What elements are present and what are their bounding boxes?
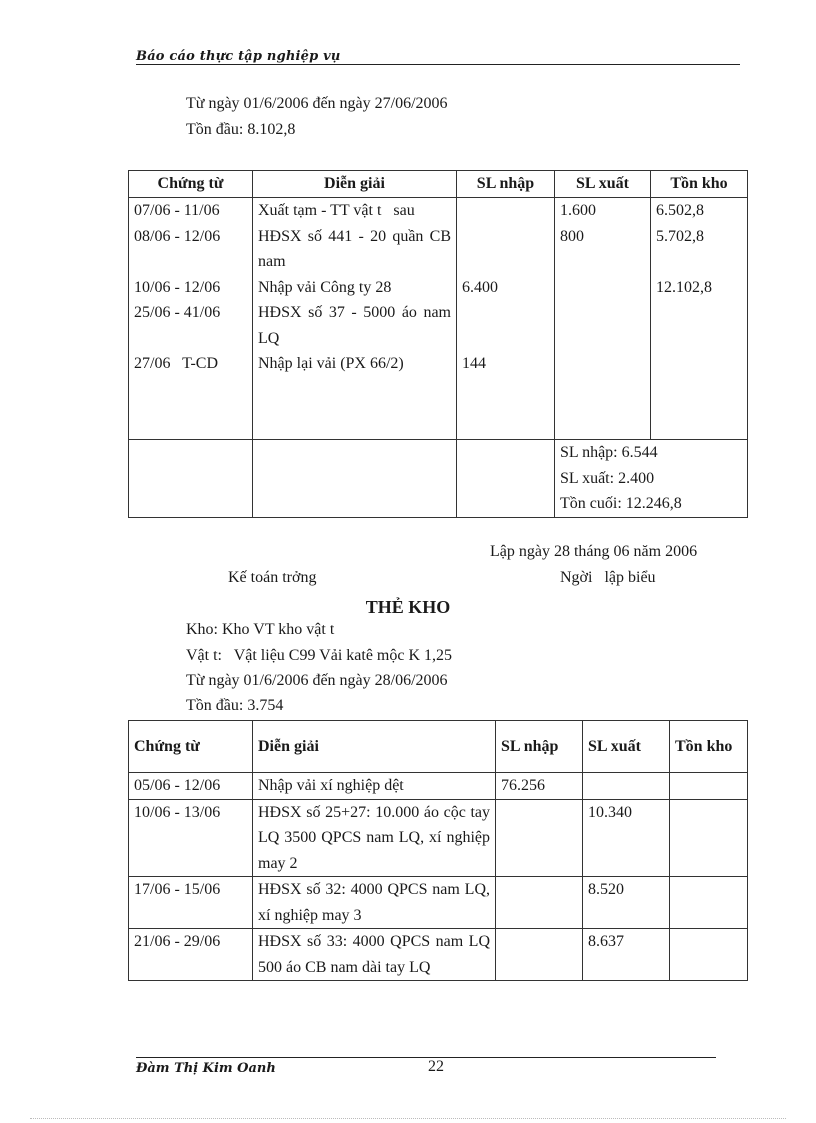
qty-in-cell — [496, 877, 583, 929]
voucher-cell: 07/06 - 11/06 — [134, 202, 220, 219]
qty-in-cell — [462, 198, 549, 224]
section2-material: Vật t: Vật liệu C99 Vải katê mộc K 1,25 — [186, 647, 453, 664]
qty-in-cell: 6.400 — [462, 278, 498, 296]
qty-in-cell — [496, 799, 583, 877]
section1-period: Từ ngày 01/6/2006 đến ngày 27/06/2006 — [186, 95, 448, 112]
stock-cell: 5.702,8 — [656, 227, 704, 245]
stock-card-table-2 — [128, 720, 748, 981]
voucher-cell: 08/06 - 12/06 — [134, 227, 221, 245]
summary-cell — [555, 440, 748, 518]
voucher-cell: 10/06 - 12/06 — [134, 278, 221, 296]
qty-in-column — [457, 198, 555, 440]
table-header-row — [129, 171, 748, 198]
description-cell: HĐSX số 33: 4000 QPCS nam LQ 500 áo CB nam dài tay LQ — [253, 929, 496, 981]
signoff-preparer: Ngời lập biểu — [560, 569, 656, 586]
table-row — [129, 773, 748, 800]
description-cell: Nhập vải Công ty 28 — [258, 278, 392, 296]
table-summary-row — [129, 440, 748, 518]
description-cell: Nhập vải xí nghiệp dệt — [253, 773, 496, 800]
voucher-cell: 10/06 - 13/06 — [129, 799, 253, 877]
description-cell: HĐSX số 441 - 20 quần CB nam — [258, 227, 451, 270]
table-row — [129, 929, 748, 981]
stock-cell — [670, 773, 748, 800]
page-bottom-edge — [30, 1118, 786, 1119]
col-header-qty-out: SL xuất — [555, 171, 651, 198]
description-cell: Nhập lại vải (PX 66/2) — [258, 355, 404, 372]
qty-out-column — [555, 198, 651, 440]
section2-opening-balance: Tồn đầu: 3.754 — [186, 697, 284, 714]
qty-in-cell: 76.256 — [496, 773, 583, 800]
summary-empty-cell — [457, 440, 555, 518]
voucher-spacer — [134, 249, 247, 275]
table-row — [129, 799, 748, 877]
table-header-row — [129, 721, 748, 773]
voucher-cell: 17/06 - 15/06 — [129, 877, 253, 929]
description-cell: HĐSX số 32: 4000 QPCS nam LQ, xí nghiệp may 3 — [253, 877, 496, 929]
summary-empty-cell — [129, 440, 253, 518]
stock-cell: 12.102,8 — [656, 278, 712, 296]
section2-warehouse: Kho: Kho VT kho vật t — [186, 621, 335, 638]
qty-out-cell — [583, 773, 670, 800]
description-column — [253, 198, 457, 440]
report-header-title: Báo cáo thực tập nghiệp vụ — [136, 49, 341, 64]
stock-card-title: THẺ KHO — [365, 597, 451, 617]
stock-cell: 6.502,8 — [656, 202, 704, 219]
header-divider — [136, 64, 740, 65]
signoff-date: Lập ngày 28 tháng 06 năm 2006 — [490, 543, 698, 560]
footer-author: Đàm Thị Kim Oanh — [136, 1061, 276, 1076]
summary-total-in: SL nhập: 6.544 — [560, 444, 658, 461]
col-header-description: Diễn giải — [253, 171, 457, 198]
summary-total-out: SL xuất: 2.400 — [560, 469, 655, 487]
col-header-voucher: Chứng từ — [129, 721, 253, 773]
summary-closing-balance: Tồn cuối: 12.246,8 — [560, 495, 682, 512]
qty-in-cell — [496, 929, 583, 981]
page-number: 22 — [428, 1058, 444, 1075]
voucher-cell: 05/06 - 12/06 — [129, 773, 253, 800]
summary-empty-cell — [253, 440, 457, 518]
stock-spacer — [656, 249, 742, 275]
qty-out-cell: 800 — [560, 227, 584, 245]
table-row — [129, 877, 748, 929]
col-header-stock: Tồn kho — [670, 721, 748, 773]
stock-column — [651, 198, 748, 440]
qty-out-cell: 10.340 — [583, 799, 670, 877]
voucher-cell: 25/06 - 41/06 — [134, 304, 221, 321]
stock-cell — [670, 877, 748, 929]
col-header-qty-in: SL nhập — [496, 721, 583, 773]
qty-out-cell: 8.637 — [583, 929, 670, 981]
voucher-spacer — [134, 326, 247, 352]
voucher-cell: 27/06 T-CD — [134, 355, 219, 372]
qty-in-cell: 144 — [462, 355, 486, 372]
description-cell: HĐSX số 25+27: 10.000 áo cộc tay LQ 3500 QPCS nam LQ, xí nghiệp may 2 — [253, 799, 496, 877]
stock-cell — [670, 799, 748, 877]
description-cell: Xuất tạm - TT vật t sau — [258, 202, 415, 219]
section2-period: Từ ngày 01/6/2006 đến ngày 28/06/2006 — [186, 672, 448, 689]
stock-cell — [670, 929, 748, 981]
col-header-qty-out: SL xuất — [583, 721, 670, 773]
voucher-cell: 21/06 - 29/06 — [129, 929, 253, 981]
qty-in-spacer — [462, 249, 549, 275]
qty-in-spacer — [462, 326, 549, 352]
qty-in-cell — [462, 224, 549, 250]
voucher-column — [129, 198, 253, 440]
col-header-description: Diễn giải — [253, 721, 496, 773]
table-body-row — [129, 198, 748, 440]
signoff-chief-accountant: Kế toán trởng — [228, 569, 317, 586]
description-cell: HĐSX số 37 - 5000 áo nam LQ — [258, 304, 451, 347]
col-header-stock: Tồn kho — [651, 171, 748, 198]
qty-out-cell: 1.600 — [560, 202, 596, 219]
qty-in-cell — [462, 300, 549, 326]
col-header-voucher: Chứng từ — [129, 171, 253, 198]
section1-opening-balance: Tồn đầu: 8.102,8 — [186, 121, 296, 138]
stock-ledger-table-1 — [128, 170, 748, 518]
footer-divider — [136, 1057, 716, 1058]
col-header-qty-in: SL nhập — [457, 171, 555, 198]
qty-out-cell: 8.520 — [583, 877, 670, 929]
